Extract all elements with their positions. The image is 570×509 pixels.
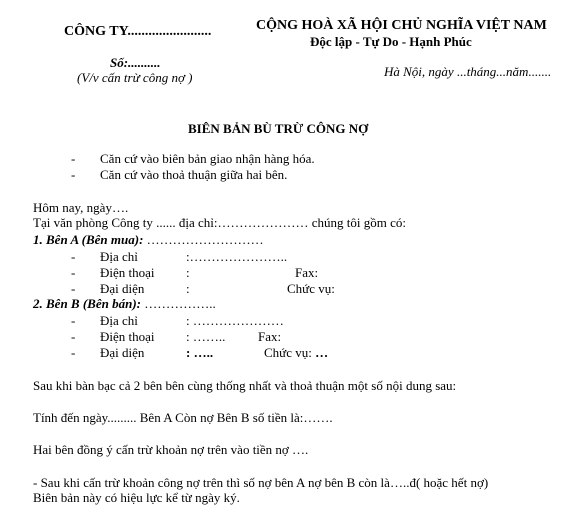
basis-1: Căn cứ vào biên bản giao nhận hàng hóa. <box>100 151 315 166</box>
agreement-line: Sau khi bàn bạc cả 2 bên bên cùng thống nhất và thoả thuận một số nội dung sau: <box>33 378 457 393</box>
bullet-dash: - <box>71 313 76 328</box>
party-b-heading: 2. Bên B (Bên bán): <box>33 296 141 311</box>
today-line: Hôm nay, ngày…. <box>33 200 129 215</box>
office-line: Tại văn phòng Công ty ...... địa chỉ:………………… chúng tôi gồm có: <box>33 215 406 230</box>
bullet-dash: - <box>71 345 76 360</box>
bullet-dash: - <box>71 281 76 296</box>
party-b-heading-row <box>33 296 216 311</box>
bullet-dash: - <box>71 249 76 264</box>
party-b-address-value: : ………………… <box>186 313 284 328</box>
party-a-heading-row <box>33 232 264 247</box>
company-name: CÔNG TY........................ <box>64 24 212 39</box>
document-subject: (V/v cấn trừ công nợ ) <box>77 70 193 85</box>
basis-2: Căn cứ vào thoả thuận giữa hai bên. <box>100 167 288 182</box>
bullet-dash: - <box>71 151 76 166</box>
bullet-dash: - <box>71 265 76 280</box>
party-a-phone-label: Điện thoại <box>100 265 155 280</box>
party-a-address-label: Địa chỉ <box>100 249 138 264</box>
party-a-heading-fill: ……………………… <box>143 232 264 247</box>
party-b-phone-value: : …….. <box>186 329 226 344</box>
party-a-position-label: Chức vụ: <box>287 281 335 296</box>
party-a-address-value: :………………….. <box>186 249 288 264</box>
party-a-rep-value: : <box>186 281 190 296</box>
document-number: Số:.......... <box>110 55 161 70</box>
party-b-address-label: Địa chỉ <box>100 313 138 328</box>
party-b-rep-label: Đại diện <box>100 345 145 360</box>
effect-line: Biên bản này có hiệu lực kể từ ngày ký. <box>33 490 240 505</box>
party-b-position-row <box>264 345 328 360</box>
party-b-position-value: … <box>311 345 329 360</box>
party-b-heading-fill: …………….. <box>140 296 216 311</box>
offset-line: Hai bên đồng ý cấn trừ khoản nợ trên vào tiền nợ …. <box>33 442 309 457</box>
motto: Độc lập - Tự Do - Hạnh Phúc <box>310 34 472 49</box>
document-title: BIÊN BẢN BÙ TRỪ CÔNG NỢ <box>188 121 369 136</box>
party-a-fax-label: Fax: <box>295 265 319 280</box>
republic-heading: CỘNG HOÀ XÃ HỘI CHỦ NGHĨA VIỆT NAM <box>256 18 547 33</box>
place-date: Hà Nội, ngày ...tháng...năm....... <box>384 64 552 79</box>
debt-line: Tính đến ngày......... Bên A Còn nợ Bên B số tiền là:……. <box>33 410 333 425</box>
party-b-fax-label: Fax: <box>258 329 282 344</box>
bullet-dash: - <box>71 329 76 344</box>
party-b-rep-value: : ….. <box>186 345 214 360</box>
party-a-phone-value: : <box>186 265 190 280</box>
bullet-dash: - <box>71 167 76 182</box>
party-a-rep-label: Đại diện <box>100 281 145 296</box>
party-b-phone-label: Điện thoại <box>100 329 155 344</box>
remaining-line: - Sau khi cấn trừ khoản công nợ trên thì số nợ bên A nợ bên B còn là…..đ( hoặc hết nợ) <box>33 475 489 490</box>
party-b-position-label: Chức vụ: <box>264 345 312 360</box>
party-a-heading: 1. Bên A (Bên mua): <box>33 232 144 247</box>
